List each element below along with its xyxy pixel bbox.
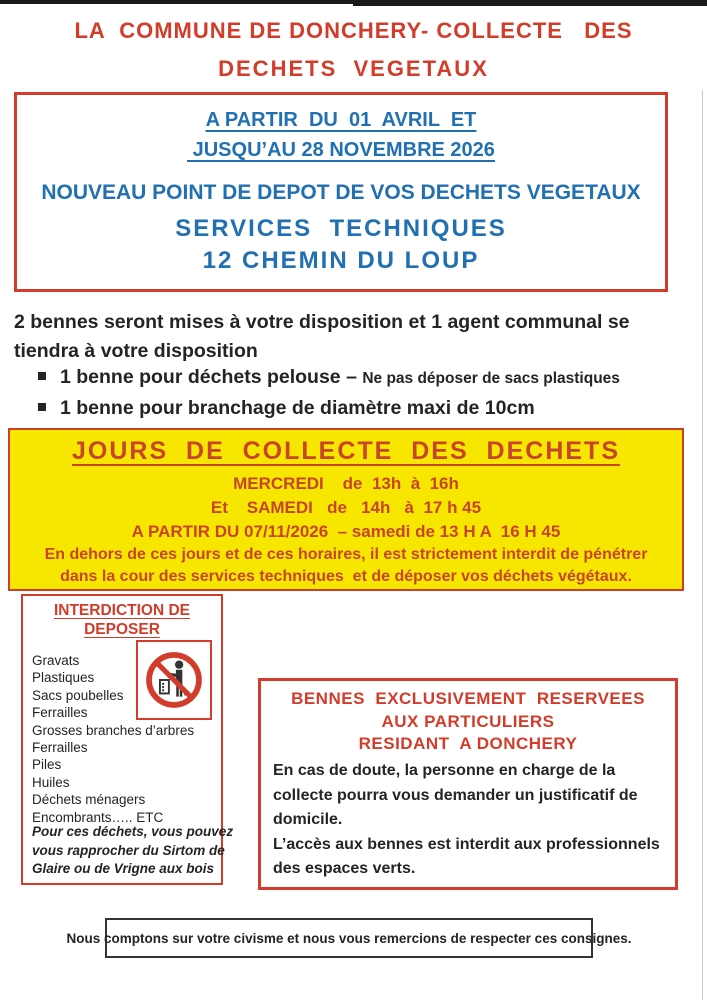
bullet-square-icon	[38, 403, 46, 411]
reserved-body-line4: L’accès aux bennes est interdit aux professionnels	[273, 835, 660, 853]
collection-schedule-box	[8, 428, 684, 591]
forbidden-note-line2: vous rapprocher du Sirtom de	[32, 842, 225, 858]
benne-bullet-list	[38, 366, 688, 428]
reserved-heading-line2: AUX PARTICULIERS	[381, 711, 555, 731]
depot-new-point: NOUVEAU POINT DE DEPOT DE VOS DECHETS VEGETAUX	[41, 181, 641, 204]
bullet-item-pelouse	[38, 366, 688, 389]
depot-location-address: 12 CHEMIN DU LOUP	[202, 247, 480, 274]
reserved-body-line2: collecte pourra vous demander un justificatif de	[273, 786, 638, 804]
footer-civisme-box	[66, 918, 632, 958]
schedule-from-date: A PARTIR DU 07/11/2026 – samedi de 13 H A 16 H 45	[131, 522, 561, 541]
bullet-item-branchage	[38, 397, 688, 420]
reserved-heading-line1: BENNES EXCLUSIVEMENT RESERVEES	[291, 689, 645, 708]
schedule-heading: JOURS DE COLLECTE DES DECHETS	[71, 437, 620, 465]
intro-paragraph	[14, 308, 682, 366]
scan-artifact-top-bar-right	[353, 0, 707, 6]
list-item: Encombrants….. ETC	[32, 809, 164, 825]
list-item: Déchets ménagers	[32, 792, 146, 808]
forbidden-title-line2: DEPOSER	[84, 621, 160, 638]
schedule-warning-line1: En dehors de ces jours et de ces horaires, il est strictement interdit de pénétrer	[44, 546, 648, 563]
page-title-line1: LA COMMUNE DE DONCHERY- COLLECTE DES	[74, 18, 633, 43]
depot-location-name: SERVICES TECHNIQUES	[175, 215, 507, 242]
reserved-heading-line3: RESIDANT A DONCHERY	[358, 734, 578, 753]
page-title-line2: DECHETS VEGETAUX	[218, 56, 489, 81]
reserved-body-text	[273, 759, 671, 882]
schedule-saturday: Et SAMEDI de 14h à 17 h 45	[210, 498, 482, 517]
intro-line2: tiendra à votre disposition	[14, 340, 258, 362]
list-item: Ferrailles	[32, 705, 88, 721]
footer-text: Nous comptons sur votre civisme et nous vous remercions de respecter ces consignes.	[66, 930, 632, 946]
depot-info-box	[14, 92, 668, 292]
forbidden-title-line1: INTERDICTION DE	[53, 602, 191, 619]
bullet1-note-text: Ne pas déposer de sacs plastiques	[362, 370, 620, 387]
intro-line1: 2 bennes seront mises à votre disposition et 1 agent communal se	[14, 311, 630, 333]
list-item: Piles	[32, 757, 62, 773]
bullet-square-icon	[38, 372, 46, 380]
bullet1-main-text: 1 benne pour déchets pelouse –	[60, 366, 363, 388]
scan-artifact-right-line	[702, 90, 703, 1000]
reserved-body-line5: des espaces verts.	[273, 860, 416, 877]
depot-period-line1: A PARTIR DU 01 AVRIL ET	[205, 109, 477, 131]
forbidden-note-line3: Glaire ou de Vrigne aux bois	[32, 861, 215, 876]
depot-period-line2: JUSQU’AU 28 NOVEMBRE 2026	[187, 139, 495, 161]
list-item: Plastiques	[32, 670, 95, 686]
reserved-residents-box	[258, 678, 678, 890]
list-item: Grosses branches d’arbres	[32, 722, 195, 738]
forbidden-items-box	[21, 594, 234, 885]
list-item: Ferrailles	[32, 740, 88, 756]
schedule-warning-line2: dans la cour des services techniques et de déposer vos déchets végétaux.	[60, 568, 632, 585]
forbidden-items-list	[32, 652, 217, 826]
forbidden-note-line1: Pour ces déchets, vous pouvez	[32, 824, 234, 839]
bullet2-main-text: 1 benne pour branchage de diamètre maxi de 10cm	[60, 397, 535, 419]
reserved-body-line3: domicile.	[273, 811, 343, 828]
schedule-wednesday: MERCREDI de 13h à 16h	[233, 474, 459, 493]
reserved-body-line1: En cas de doute, la personne en charge de la	[273, 762, 616, 779]
list-item: Huiles	[32, 774, 70, 790]
forbidden-note	[32, 823, 234, 879]
list-item: Sacs poubelles	[32, 687, 124, 703]
list-item: Gravats	[32, 653, 80, 668]
